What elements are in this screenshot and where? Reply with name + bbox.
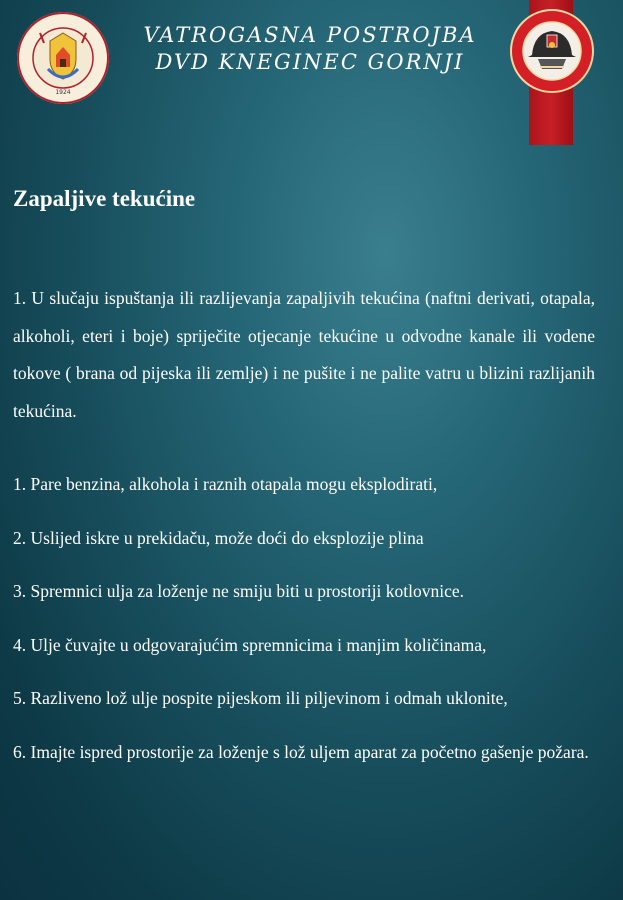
svg-text:1924: 1924 <box>55 89 71 96</box>
title-line-1: VATROGASNA POSTROJBA <box>143 23 477 47</box>
list-item: 5. Razliveno lož ulje pospite pijeskom ili piljevinom i odmah uklonite, <box>13 688 508 708</box>
page-header <box>0 0 623 150</box>
list-item: 6. Imajte ispred prostorije za loženje s lož uljem aparat za početno gašenje požara. <box>13 741 589 762</box>
list-item: 3. Spremnici ulja za loženje ne smiju biti u prostoriji kotlovnice. <box>13 581 465 601</box>
title-line-2: DVD KNEGINEC GORNJI <box>155 50 465 74</box>
list-item: 4. Ulje čuvajte u odgovarajućim spremnicima i manjim količinama, <box>13 634 487 655</box>
page-title <box>130 22 490 76</box>
intro-paragraph: 1. U slučaju ispuštanja ili razlijevanja zapaljivih tekućina (naftni derivati, otapala, alkoholi, eteri i boje) spriječite otjecanje tekućine u odvodne kanale ili vodene tokove ( brana od pijeska ili zemlje) i ne pušite i ne palite vatru u blizini razlijanih tekućina. <box>13 288 595 421</box>
list-item: 2. Uslijed iskre u prekidaču, može doći do eksplozije plina <box>13 527 424 548</box>
fire-brigade-emblem-icon <box>16 11 110 105</box>
section-heading: Zapaljive tekućine <box>13 186 196 211</box>
list-item: 1. Pare benzina, alkohola i raznih otapala mogu eksplodirati, <box>13 474 438 494</box>
firefighter-helmet-emblem-icon <box>510 9 594 93</box>
safety-instructions <box>13 280 595 771</box>
